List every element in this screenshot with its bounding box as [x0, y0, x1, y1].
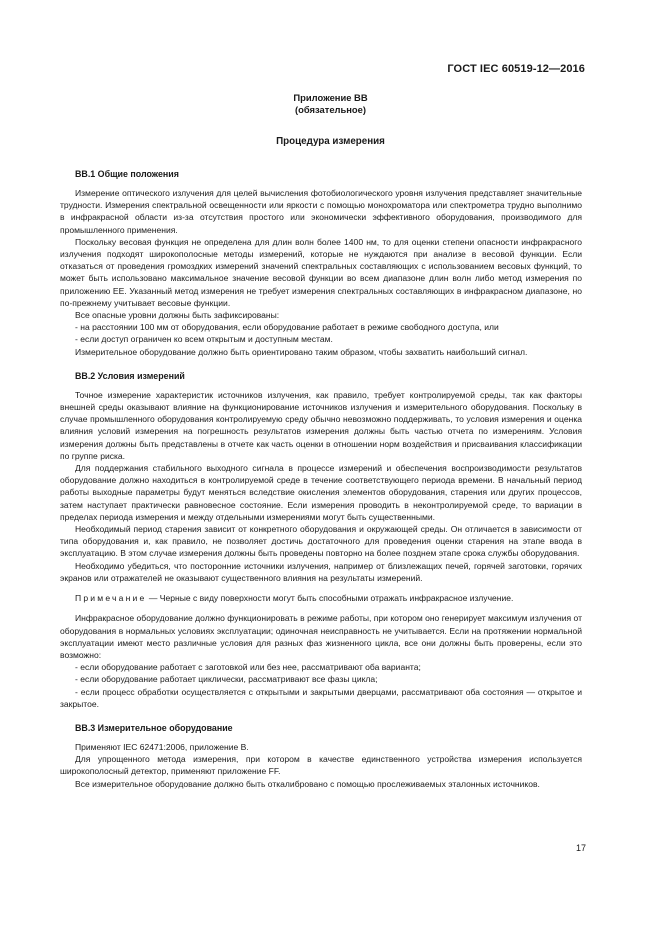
paragraph: Все измерительное оборудование должно быть откалибровано с помощью прослеживаемых эталонных источников. [75, 778, 540, 789]
section-heading: ВВ.1 Общие положения [75, 169, 179, 179]
paragraph: Измерительное оборудование должно быть ориентировано таким образом, чтобы захватить наибольший сигнал. [75, 346, 528, 357]
paragraph: Необходимо убедиться, что посторонние источники излучения, например от близлежащих печей, горячей заготовки, горячих экранов или отражателей не оказывают существенного влияния на результаты измерений. [60, 560, 582, 583]
note-text: — Черные с виду поверхности могут быть способными отражать инфракрасное излучение. [146, 593, 514, 604]
page-number: 17 [575, 843, 586, 853]
note [60, 592, 582, 604]
paragraph: Точное измерение характеристик источников излучения, как правило, требует контролируемой среды, так как факторы внешней среды оказывают влияние на функционирование источников излучения и измерительного оборудования. Поскольку в случае промышленного оборудования контролируемую среду обычно невозможно поддерживать, то условия измерения и оценка влияния условий измерения на погрешность результатов измерения должны быть частью отчета по измерениям. Условия измерения должны быть представлены в отчете как часть оценки в отношении норм воздействия и присваивания классификации по группе риска. [60, 389, 582, 461]
annex-status: (обязательное) [295, 104, 366, 115]
section-heading: ВВ.2 Условия измерений [75, 370, 185, 381]
list-item: - если доступ ограничен ко всем открытым и доступным местам. [75, 334, 333, 345]
annex-title: Приложение ВВ [293, 92, 368, 103]
paragraph: Инфракрасное оборудование должно функционировать в режиме работы, при котором оно генерирует максимум излучения от оборудования в нормальных условиях эксплуатации; одиночная неисправность не учитывается. Если на протяжении нормальной эксплуатации имеют место различные условия для разных фаз жизненного цикла, все они должны быть проверены, если это возможно: [60, 613, 582, 660]
list-item: - если процесс обработки осуществляется с открытыми и закрытыми дверцами, рассматривают оба состояния — открытое и закрытое. [60, 686, 582, 709]
section-heading: ВВ.3 Измерительное оборудование [75, 722, 233, 733]
document-body [60, 168, 582, 790]
paragraph: Все опасные уровни должны быть зафиксированы: [75, 310, 280, 321]
list-item: - если оборудование работает циклически, рассматривают все фазы цикла; [75, 674, 378, 685]
standard-designation: ГОСТ IEC 60519-12—2016 [447, 63, 585, 75]
list-item: - на расстоянии 100 мм от оборудования, если оборудование работает в режиме свободного доступа, или [75, 322, 499, 333]
paragraph: Измерение оптического излучения для целей вычисления фотобиологического уровня излучения представляет значительные трудности. Измерения спектральной освещенности или яркости с помощью монохроматора или спектрометра трудно выполнимо в инфракрасной области из-за отсутствия простого или экономически эффективного оборудования, производимого для промышленного применения. [60, 188, 582, 235]
annex-heading: Процедура измерения [276, 136, 385, 147]
paragraph: Необходимый период старения зависит от конкретного оборудования и окружающей среды. Он отличается в зависимости от типа оборудования и, как правило, не позволяет достичь достаточного для проведения оценки старения на этапе ввода в эксплуатацию. В этом случае измерения должны быть проведены повторно на более позднем этапе срока службы оборудования. [60, 524, 582, 559]
note-label: Примечание [75, 593, 147, 604]
list-item: - если оборудование работает с заготовкой или без нее, рассматривают оба варианта; [75, 662, 421, 673]
paragraph: Для упрощенного метода измерения, при котором в качестве единственного устройства измерения используется широкополосный детектор, применяют приложение FF. [60, 754, 582, 777]
paragraph: Для поддержания стабильного выходного сигнала в процессе измерений и обеспечения воспроизводимости результатов оборудование должно находиться в контролируемой среде в течение соответствующего периода времени. В начальный период работы выходные параметры будут меняться вследствие окисления элементов оборудования, старения или других процессов, затем наступает практически равновесное состояние. Если измерения проводить в неконтролируемой среде, то вариации в пределах периода измерения и между отдельными измерениями могут быть существенными. [60, 463, 582, 522]
paragraph: Применяют IEC 62471:2006, приложение В. [75, 741, 249, 752]
paragraph: Поскольку весовая функция не определена для длин волн более 1400 нм, то для оценки степени опасности инфракрасного излучения подходят широкополосные методы измерений, которые не нуждаются при анализе в весовой функции. Если отказаться от проведения громоздких измерений значений спектральных составляющих с использованием весовых функций, то может быть использовано максимальное значение весовой функции во всем диапазоне длин волн либо метод измерения по приложению ЕЕ. Указанный метод измерения не требует измерения спектральных составляющих в инфракрасном диапазоне, но по-прежнему учитывает весовые функции. [60, 236, 582, 308]
